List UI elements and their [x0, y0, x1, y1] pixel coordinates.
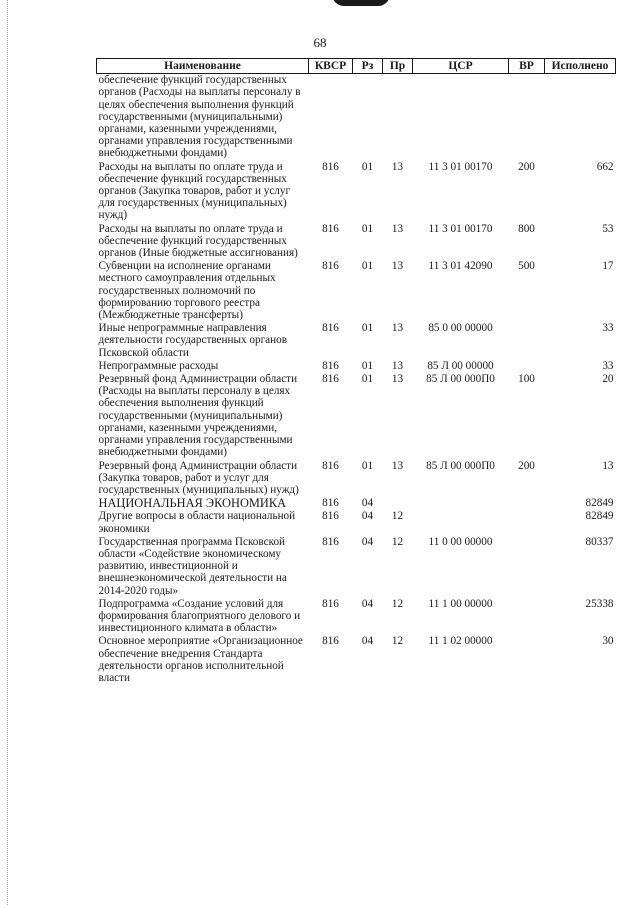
cell-rz: 04: [361, 635, 374, 648]
cell-name: Непрограммные расходы: [98, 359, 219, 372]
header-name: Наименование: [97, 59, 309, 74]
cell-name: Государственная программа Псковской области «Содействие экономическому развитию, инвестиционной и внешнеэкономической деятельности на 2014-2020 годы»: [98, 535, 287, 597]
cell-vr: 800: [518, 222, 535, 235]
cell-rz: 01: [361, 373, 374, 386]
budget-table: [96, 58, 616, 685]
cell-vr: [509, 74, 545, 161]
cell-kvsr: 816: [322, 359, 339, 372]
cell-pr: 13: [391, 160, 404, 173]
cell-csr: 85 Л 00 00000: [427, 359, 494, 372]
cell-executed: 80337: [585, 535, 614, 548]
cell-name: НАЦИОНАЛЬНАЯ ЭКОНОМИКА: [98, 496, 287, 511]
cell-kvsr: 816: [322, 597, 339, 610]
cell-pr: 13: [391, 459, 404, 472]
cell-csr: 85 Л 00 000П0: [426, 459, 495, 472]
cell-pr: 13: [391, 260, 404, 273]
header-pr: Пр: [383, 59, 413, 74]
table-row: [97, 598, 616, 636]
cell-csr: 11 3 01 00170: [428, 222, 493, 235]
cell-vr: [509, 360, 545, 373]
cell-csr: 85 Л 00 000П0: [426, 373, 495, 386]
cell-csr: 11 1 02 00000: [428, 635, 493, 648]
cell-csr: [413, 510, 509, 535]
cell-vr: [509, 510, 545, 535]
cell-kvsr: [309, 74, 353, 161]
table-row: [97, 74, 616, 161]
cell-pr: 13: [391, 359, 404, 372]
cell-executed: 82849: [585, 497, 614, 510]
cell-rz: 04: [361, 510, 374, 523]
cell-name: Резервный фонд Администрации области (Расходы на выплаты персоналу в целях обеспечения выполнения функций государственными (муниципальными) органами, казенными учреждениями, органами управления государственными внебюджетными фондами): [98, 373, 298, 459]
cell-vr: [509, 635, 545, 685]
cell-executed: 25338: [585, 597, 614, 610]
cell-csr: [413, 74, 509, 161]
cell-name: Подпрограмма «Создание условий для формирования благоприятного делового и инвестиционного климата в области»: [98, 597, 301, 635]
cell-executed: 33: [602, 359, 614, 372]
cell-pr: 13: [391, 222, 404, 235]
cell-executed: 13: [602, 459, 614, 472]
cell-name: обеспечение функций государственных органов (Расходы на выплаты персоналу в целях обеспечения выполнения функций государственными (муниципальными) органами, казенными учреждениями, органами управления государственными внебюджетными фондами): [98, 74, 301, 160]
cell-csr: [413, 497, 509, 510]
cell-vr: [509, 598, 545, 636]
cell-pr: [383, 74, 413, 161]
scan-edge: [7, 0, 8, 905]
table-row: [97, 536, 616, 598]
table-row: [97, 360, 616, 373]
page-number: 68: [313, 35, 327, 50]
cell-executed: 662: [596, 160, 614, 173]
cell-pr: 12: [391, 597, 404, 610]
cell-rz: [353, 74, 383, 161]
table-row: [97, 223, 616, 261]
cell-name: Расходы на выплаты по оплате труда и обеспечение функций государственных органов (Закупка товаров, работ и услуг для государственных (муниципальных) нужд): [98, 160, 291, 222]
table-row: [97, 260, 616, 322]
cell-kvsr: 816: [322, 497, 339, 510]
cell-executed: 82849: [585, 510, 614, 523]
cell-pr: 12: [391, 635, 404, 648]
table-row: [97, 161, 616, 223]
cell-kvsr: 816: [322, 160, 339, 173]
header-vr: ВР: [509, 59, 545, 74]
cell-rz: 01: [361, 260, 374, 273]
cell-csr: 11 1 00 00000: [428, 597, 493, 610]
cell-executed: 20: [602, 373, 614, 386]
table-row: [97, 510, 616, 535]
cell-rz: 04: [361, 597, 374, 610]
cell-executed: 17: [602, 260, 614, 273]
cell-kvsr: 816: [322, 535, 339, 548]
cell-rz: 04: [361, 497, 374, 510]
cell-rz: 01: [361, 222, 374, 235]
cell-rz: 01: [361, 459, 374, 472]
cell-name: Основное мероприятие «Организационное обеспечение внедрения Стандарта деятельности органов исполнительной власти: [98, 635, 303, 684]
header-executed: Исполнено: [545, 59, 616, 74]
cell-csr: 11 3 01 42090: [428, 260, 493, 273]
cell-name: Субвенции на исполнение органами местного самоуправления отдельных государственных полномочий по формированию торгового реестра (Межбюджетные трансферты): [98, 260, 276, 322]
cell-executed: 30: [602, 635, 614, 648]
cell-pr: 12: [391, 535, 404, 548]
cell-name: Расходы на выплаты по оплате труда и обеспечение функций государственных органов (Иные бюджетные ассигнования): [98, 222, 298, 260]
cell-kvsr: 816: [322, 510, 339, 523]
cell-rz: 01: [361, 359, 374, 372]
cell-name: Другие вопросы в области национальной экономики: [98, 510, 296, 535]
cell-kvsr: 816: [322, 322, 339, 335]
table-row: [97, 460, 616, 498]
cell-kvsr: 816: [322, 222, 339, 235]
cell-csr: 11 0 00 00000: [428, 535, 493, 548]
table-header-row: [97, 59, 616, 74]
cell-vr: [509, 497, 545, 510]
cell-pr: 13: [391, 322, 404, 335]
cell-vr: 500: [518, 260, 535, 273]
cell-pr: 12: [391, 510, 404, 523]
cell-rz: 04: [361, 535, 374, 548]
cell-pr: [383, 497, 413, 510]
table-row: [97, 373, 616, 459]
cell-name: Иные непрограммные направления деятельности государственных органов Псковской области: [98, 322, 288, 359]
cell-pr: 13: [391, 373, 404, 386]
cell-kvsr: 816: [322, 635, 339, 648]
cell-name: Резервный фонд Администрации области (Закупка товаров, работ и услуг для государственных (муниципальных) нужд): [98, 459, 299, 496]
cell-kvsr: 816: [322, 373, 339, 386]
cell-vr: 200: [518, 459, 535, 472]
cell-vr: [509, 322, 545, 360]
cell-executed: [545, 74, 616, 161]
cell-kvsr: 816: [322, 260, 339, 273]
table-row: [97, 322, 616, 360]
header-kvsr: КВСР: [309, 59, 353, 74]
binding-mark: [332, 0, 390, 6]
cell-vr: 200: [518, 160, 535, 173]
cell-executed: 33: [602, 322, 614, 335]
cell-rz: 01: [361, 160, 374, 173]
table-row: [97, 635, 616, 685]
header-csr: ЦСР: [413, 59, 509, 74]
cell-csr: 11 3 01 00170: [428, 160, 493, 173]
cell-rz: 01: [361, 322, 374, 335]
cell-kvsr: 816: [322, 459, 339, 472]
table-body: [97, 74, 616, 685]
header-rz: Рз: [353, 59, 383, 74]
cell-vr: 100: [518, 373, 535, 386]
cell-csr: 85 0 00 00000: [428, 322, 493, 335]
table-row: [97, 497, 616, 510]
cell-vr: [509, 536, 545, 598]
cell-executed: 53: [602, 222, 614, 235]
